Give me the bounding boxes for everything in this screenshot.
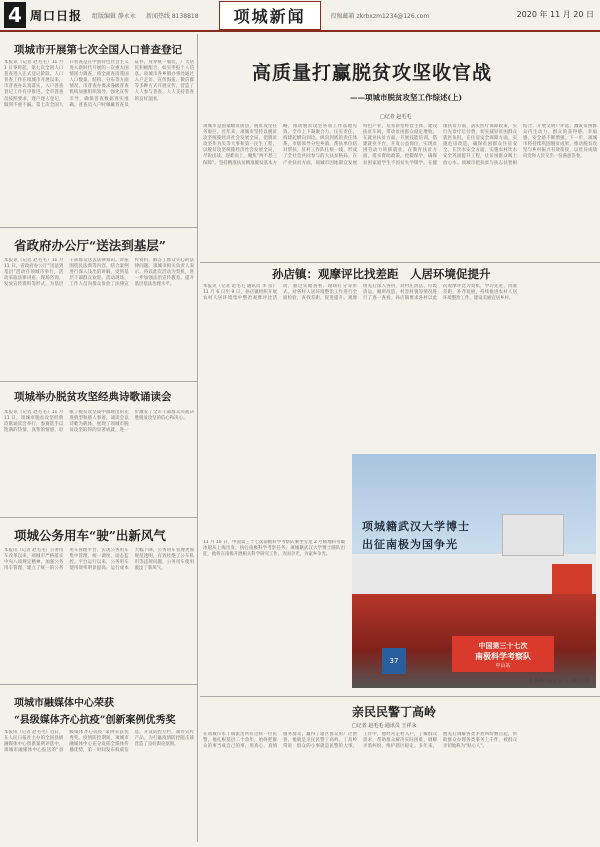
article-title-poetry: 项城举办脱贫攻坚经典诗歌诵读会: [14, 391, 172, 403]
ship-bridge: [502, 514, 564, 556]
row-divider: [0, 684, 197, 685]
page-header: [0, 0, 600, 32]
flag-line-2: 南极科学考察队: [475, 652, 531, 661]
flag-line-3: 中山站: [495, 663, 511, 669]
article-body-antarctic: 11 月 10 日，中国第三十七次南极科学考察队乘坐雪龙 2 号极地科考破冰船从上海出发，执行南极科学考察任务。项城籍武汉大学博士随队出征，他将在南极开展相关科学研究工作，为国争光，为家乡争光。: [203, 540, 345, 558]
row-divider: [0, 227, 197, 228]
page-number: 4: [4, 2, 26, 28]
edition-info: 组版编辑 静永永: [92, 12, 136, 20]
row-divider: [0, 517, 197, 518]
row-divider: [0, 381, 197, 382]
antarctic-team-photo: [352, 454, 596, 688]
article-body-poverty: 项城市是国家级贫困县，脱贫攻坚任务艰巨。近年来，项城市坚持以脱贫攻坚统揽经济社会发展全局，把脱贫攻坚作为头等大事和第一民生工程，以脱贫攻坚统揽经济社会发展全局，尽锐出战、迎难而上，聚焦“两不愁三保障”，坚持精准扶贫精准脱贫基本方略，推动脱贫攻坚各项工作落地见效。全市上下凝聚合力，压实责任，构建起横向到边、纵向到底的责任体系，市级领导分包乡镇，帮扶单位结对帮扶，驻村工作队扎根一线，形成了全社会共同参与的大扶贫格局。在产业扶贫方面，项城市因地制宜发展特色产业，培育新型经营主体，建设扶贫车间，带动贫困群众稳定增收。在就业扶贫方面，开展技能培训，搭建就业平台，开发公益岗位，实现贫困劳动力转移就业。在教育扶贫方面，落实资助政策，控辍保学，确保贫困家庭学生不因贫失学辍学。在健康扶贫方面，落实医疗保障政策，实行先诊疗后付费，切实减轻贫困群众就医负担。在住房安全保障方面，实施危房改造，确保贫困群众住房安全。在饮水安全方面，实施农村饮水安全巩固提升工程，让贫困群众喝上放心水。项城市把扶贫与扶志扶智相结合，开展文明户评选，激发贫困群众内生动力，群众的获得感、幸福感、安全感不断增强。下一步，项城市将持续巩固脱贫成果，推动脱贫攻坚与乡村振兴有效衔接，以优异成绩向党和人民交出一份满意答卷。: [203, 124, 597, 166]
antarctic-headline-2: 出征南极为国争光: [362, 538, 458, 551]
article-body-media: 本报讯（记者 赵毛毛）近日，在人民日报社主办的全国县级融媒体中心创新案例评选中，项城市融媒体中心报送的“县级媒体齐心抗疫”案例荣获优秀奖。疫情防控期间，项城市融媒体中心充分发挥全媒体传播优势，第一时间发布权威信息，开设防控专栏，制作宣传产品，为打赢疫情防控阻击战营造了良好舆论氛围。: [4, 730, 194, 754]
article-subtitle-poverty: ——项城市脱贫攻坚工作综述(上): [350, 93, 463, 102]
expedition-badge: 37: [382, 648, 406, 674]
article-body-census: 本报讯（记者 赵毛毛）11 月 1 日零时起，第七次全国人口普查进入正式登记阶段。人口普查工作在项城市开展以来，市普查办认真落实，入户普查登记工作有序推进。全市普查员按照要求，逐户逐人登记，做到不重不漏。第七次全国人口普查是在中国特色社会主义进入新时代开展的一次重大国情国力调查，将全面查清我国人口数量、结构、分布等方面情况。市普查办要求各级普查机构加强组织领导，强化宣传引导，确保普查数据真实准确。普查员入户时佩戴普查员证件，身穿统一服装，广大居民积极配合，如实申报个人信息。项城市各乡镇办事处通过入户走访、宣传海报、微信群等多种方式开展宣传，营造了人人参与普查、人人支持普查的良好氛围。: [4, 60, 194, 108]
hotline: 新闻热线 8138818: [145, 12, 199, 20]
article-title-media: 项城市融媒体中心荣获: [14, 698, 114, 709]
issue-date: 2020 年 11 月 20 日: [516, 10, 594, 19]
article-body-government: 本报讯（记者 赵毛毛）11 月 11 日，省政府办公厅“送法到基层”活动在项城市举行，活动采取法律讲座、现场咨询、发放宣传资料等形式，为基层干部群众送去法律知识。讲座围绕民法典等内容，结合案例进行深入浅出的讲解，受到基层干部群众欢迎。活动现场，工作人员向群众发放了法律宣传资料，解答了群众关心的法律问题。项城市相关负责人表示，将以此次活动为契机，进一步加强法治宣传教育，提升基层依法治理水平。: [4, 258, 194, 288]
section-title: 项城新闻: [219, 1, 321, 30]
byline-police: □记者 赵毛毛 通讯员 王祥永: [352, 723, 417, 729]
flag-line-1: 中国第三十七次: [478, 642, 528, 650]
article-body-police: 在项城市永丁镇派出所有这样一位民警，他扎根基层二十余年，始终把群众的事当成自己的事，用真心、真情服务群众，赢得了辖区群众的广泛赞誉，他就是亲民民警丁高岭。丁高岭常说：群众的小事就是民警的大事。工作中，他经常走村入户，了解群众需求，帮助群众解决实际困难，调解矛盾纠纷，维护辖区稳定。多年来，他先后调解各类矛盾纠纷数百起，帮助群众办理各类事务上千件，被群众亲切地称为“贴心人”。: [203, 732, 517, 750]
expedition-flag: [452, 636, 554, 672]
article-subtitle-media: “县级媒体齐心抗疫”创新案例优秀奖: [14, 715, 176, 726]
article-title-police: 亲民民警丁高岭: [352, 705, 437, 719]
column-divider: [197, 34, 198, 842]
article-body-bus: 本报讯（记者 赵毛毛）公务用车改革以来，项城市严格落实中央八项规定精神，加强公务用车管理，建立了统一的公务用车管理平台，实现公务用车集中管理、统一调度、动态监控。平台运行以来，公务用车使用效率明显提高，运行成本大幅下降，公务用车管理更加规范透明，有效杜绝了公车私用等违规问题，公务用车使用驶出了新风气。: [4, 548, 194, 572]
email: 投稿邮箱 zkrbxzm1234@126.com: [330, 12, 430, 20]
article-title-census: 项城市开展第七次全国人口普查登记: [14, 44, 182, 56]
article-title-poverty: 高质量打赢脱贫攻坚收官战: [252, 62, 493, 84]
row-divider: [200, 262, 600, 263]
article-title-government: 省政府办公厅“送法到基层”: [14, 238, 166, 253]
article-title-bus: 项城公务用车“驶”出新风气: [14, 528, 166, 543]
article-body-suntown: 本报讯（记者 赵毛毛 通讯员 李 彦）11 月 6 日至 9 日，孙店镇组织开展农村人居环境集中整治观摩评比活动，通过实地查看、现场打分等形式，对各村人居环境整治工作进行全面检验，查找差距，促进提升。观摩组先后深入各村，对村庄清洁、垃圾清运、厕所改造、村容村貌等情况进行了逐一查看。孙店镇要求各村以此次观摩评比为契机，学习先进，找准差距，补齐短板，持续推进农村人居环境整治工作，建设美丽宜居乡村。: [203, 284, 517, 302]
antarctic-headline-1: 项城籍武汉大学博士: [362, 520, 470, 533]
byline-poverty: □记者 赵毛毛: [380, 114, 412, 120]
paper-name: 周口日报: [30, 8, 83, 23]
photo-credit: 康 琳琳（后排左一）/摄队提供: [528, 679, 590, 684]
article-title-suntown: 孙店镇：观摩评比找差距 人居环境促提升: [272, 267, 491, 281]
row-divider: [200, 696, 600, 697]
article-body-poetry: 本报讯（记者 赵毛毛）11 月 11 日，项城市脱贫攻坚经典诗歌诵读会举行，参赛选手以饱满的热情、真挚的情感，讴歌了脱贫攻坚战中涌现出的先进典型和感人事迹。诵读会以诗歌为载体，展现了项城市脱贫攻坚取得的显著成就，进一步激发了全市干部群众决战决胜脱贫攻坚的信心和决心。: [4, 410, 194, 434]
